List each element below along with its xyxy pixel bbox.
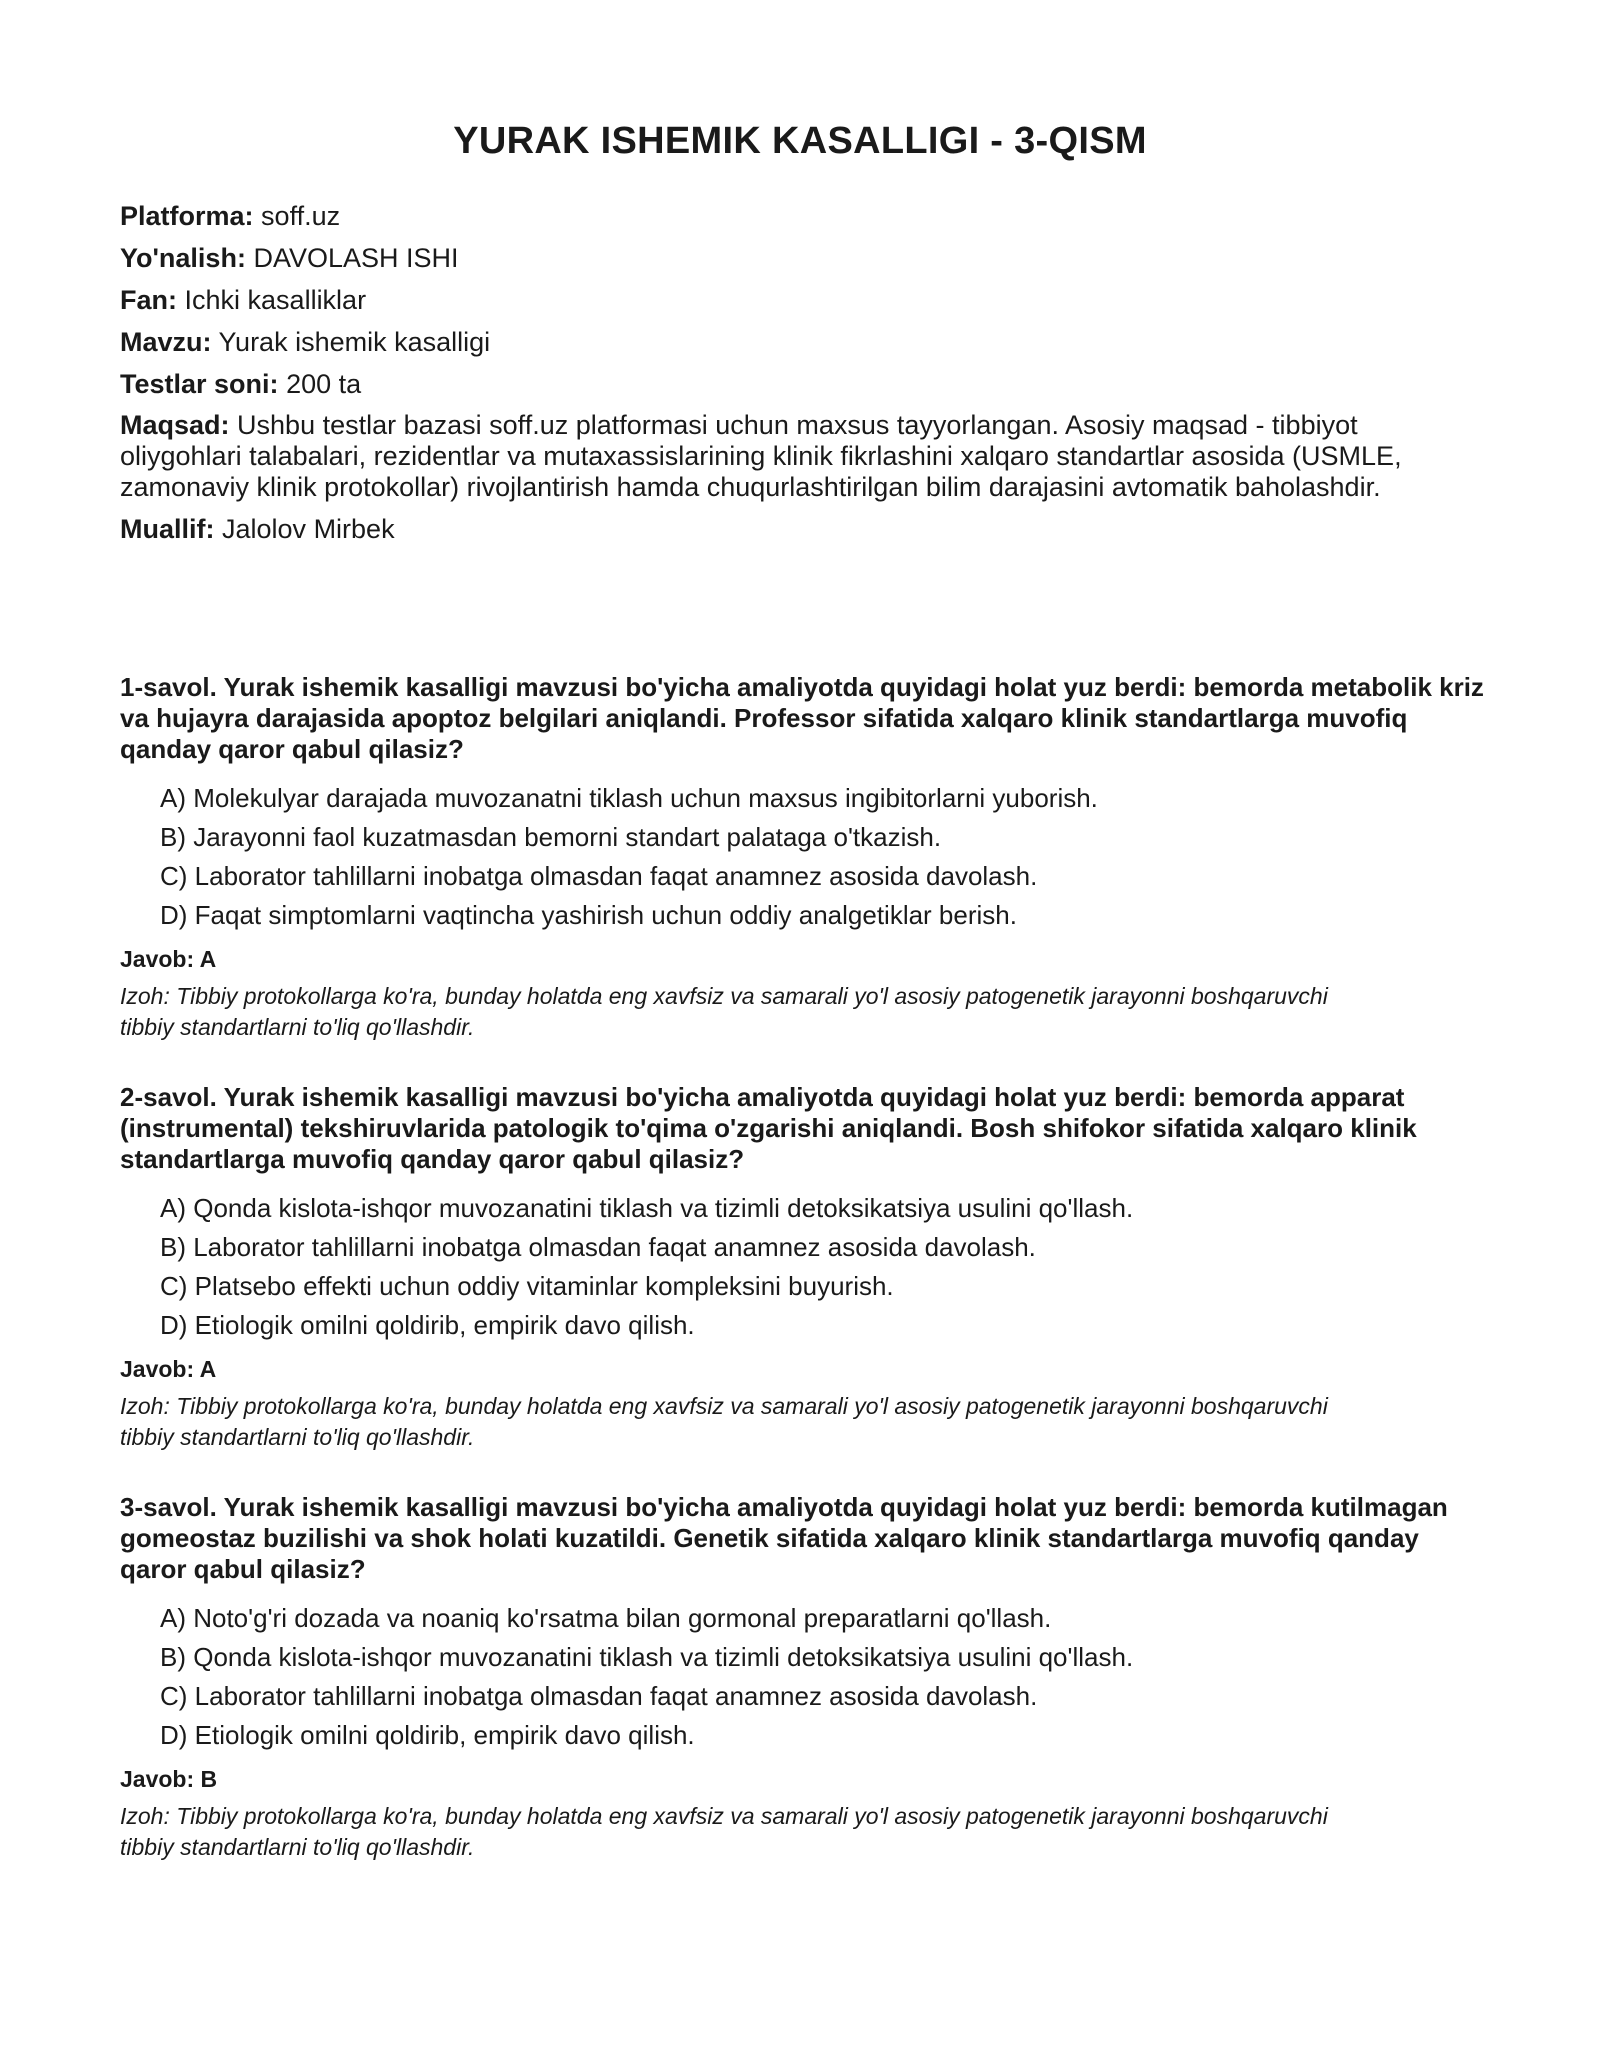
subject-line (120, 284, 1450, 316)
explanation-note: Izoh: Tibbiy protokollarga ko'ra, bunday holatda eng xavfsiz va samarali yo'l asosiy patogenetik jarayonni boshqaruvchi tibbiy standartlarni to'liq qo'llashdir. (120, 1393, 1328, 1450)
option-a: A) Molekulyar darajada muvozanatni tiklash uchun maxsus ingibitorlarni yuborish. (160, 783, 1098, 813)
test-count-label: Testlar soni: (120, 369, 279, 399)
option-c: C) Platsebo effekti uchun oddiy vitaminlar kompleksini buyurish. (160, 1271, 894, 1301)
metadata-block (120, 200, 1450, 555)
topic-label: Mavzu: (120, 327, 212, 357)
option-b: B) Jarayonni faol kuzatmasdan bemorni standart palataga o'tkazish. (160, 822, 942, 852)
author-label: Muallif: (120, 514, 215, 544)
question-text: 3-savol. Yurak ishemik kasalligi mavzusi bo'yicha amaliyotda quyidagi holat yuz berdi: bemorda kutilmagan gomeostaz buzilishi va shok holati kuzatildi. Genetik sifatida xalqaro klinik standartlarga muvofiq qanday qaror qabul qilasiz? (120, 1492, 1448, 1584)
platform-label: Platforma: (120, 201, 254, 231)
subject-value: Ichki kasalliklar (184, 285, 367, 315)
option-a: A) Qonda kislota-ishqor muvozanatini tiklash va tizimli detoksikatsiya usulini qo'llash. (160, 1193, 1134, 1223)
answer-options (120, 783, 1490, 931)
document-title: YURAK ISHEMIK KASALLIGI - 3-QISM (453, 120, 1147, 162)
question-1 (120, 672, 1490, 1043)
answer-label: Javob: A (120, 946, 217, 972)
direction-line (120, 242, 1450, 274)
answer-options (120, 1193, 1490, 1341)
platform-line (120, 200, 1450, 232)
question-text: 1-savol. Yurak ishemik kasalligi mavzusi bo'yicha amaliyotda quyidagi holat yuz berdi: bemorda metabolik kriz va hujayra darajasida apoptoz belgilari aniqlandi. Professor sifatida xalqaro klinik standartlarga muvofiq qanday qaror qabul qilasiz? (120, 672, 1484, 764)
test-count-line (120, 368, 1450, 400)
question-2 (120, 1082, 1490, 1453)
goal-value: Ushbu testlar bazasi soff.uz platformasi uchun maxsus tayyorlangan. Asosiy maqsad - tibbiyot oliygohlari talabalari, rezidentlar va mutaxassislarining klinik fikrlashini xalqaro standartlar asosida (USMLE, zamonaviy klinik protokollar) rivojlantirish hamda chuqurlashtirilgan bilim darajasini avtomatik baholashdir. (120, 410, 1402, 502)
answer-options (120, 1603, 1490, 1751)
topic-value: Yurak ishemik kasalligi (218, 327, 491, 357)
explanation-note: Izoh: Tibbiy protokollarga ko'ra, bunday holatda eng xavfsiz va samarali yo'l asosiy patogenetik jarayonni boshqaruvchi tibbiy standartlarni to'liq qo'llashdir. (120, 1803, 1328, 1860)
option-d: D) Faqat simptomlarni vaqtincha yashirish uchun oddiy analgetiklar berish. (160, 900, 1017, 930)
subject-label: Fan: (120, 285, 177, 315)
option-d: D) Etiologik omilni qoldirib, empirik davo qilish. (160, 1720, 695, 1750)
topic-line (120, 326, 1450, 358)
option-b: B) Laborator tahlillarni inobatga olmasdan faqat anamnez asosida davolash. (160, 1232, 1036, 1262)
option-d: D) Etiologik omilni qoldirib, empirik davo qilish. (160, 1310, 695, 1340)
goal-line (120, 410, 1450, 503)
author-value: Jalolov Mirbek (222, 514, 395, 544)
option-a: A) Noto'g'ri dozada va noaniq ko'rsatma bilan gormonal preparatlarni qo'llash. (160, 1603, 1052, 1633)
goal-label: Maqsad: (120, 410, 230, 440)
platform-value: soff.uz (261, 201, 341, 231)
question-text: 2-savol. Yurak ishemik kasalligi mavzusi bo'yicha amaliyotda quyidagi holat yuz berdi: bemorda apparat (instrumental) tekshiruvlarida patologik to'qima o'zgarishi aniqlandi. Bosh shifokor sifatida xalqaro klinik standartlarga muvofiq qanday qaror qabul qilasiz? (120, 1082, 1417, 1174)
option-b: B) Qonda kislota-ishqor muvozanatini tiklash va tizimli detoksikatsiya usulini qo'llash. (160, 1642, 1134, 1672)
direction-value: DAVOLASH ISHI (253, 243, 459, 273)
option-c: C) Laborator tahlillarni inobatga olmasdan faqat anamnez asosida davolash. (160, 861, 1038, 891)
test-count-value: 200 ta (286, 369, 362, 399)
answer-label: Javob: B (120, 1766, 218, 1792)
answer-label: Javob: A (120, 1356, 217, 1382)
explanation-note: Izoh: Tibbiy protokollarga ko'ra, bunday holatda eng xavfsiz va samarali yo'l asosiy patogenetik jarayonni boshqaruvchi tibbiy standartlarni to'liq qo'llashdir. (120, 983, 1328, 1040)
author-line (120, 513, 1450, 545)
question-3 (120, 1492, 1490, 1863)
direction-label: Yo'nalish: (120, 243, 246, 273)
option-c: C) Laborator tahlillarni inobatga olmasdan faqat anamnez asosida davolash. (160, 1681, 1038, 1711)
